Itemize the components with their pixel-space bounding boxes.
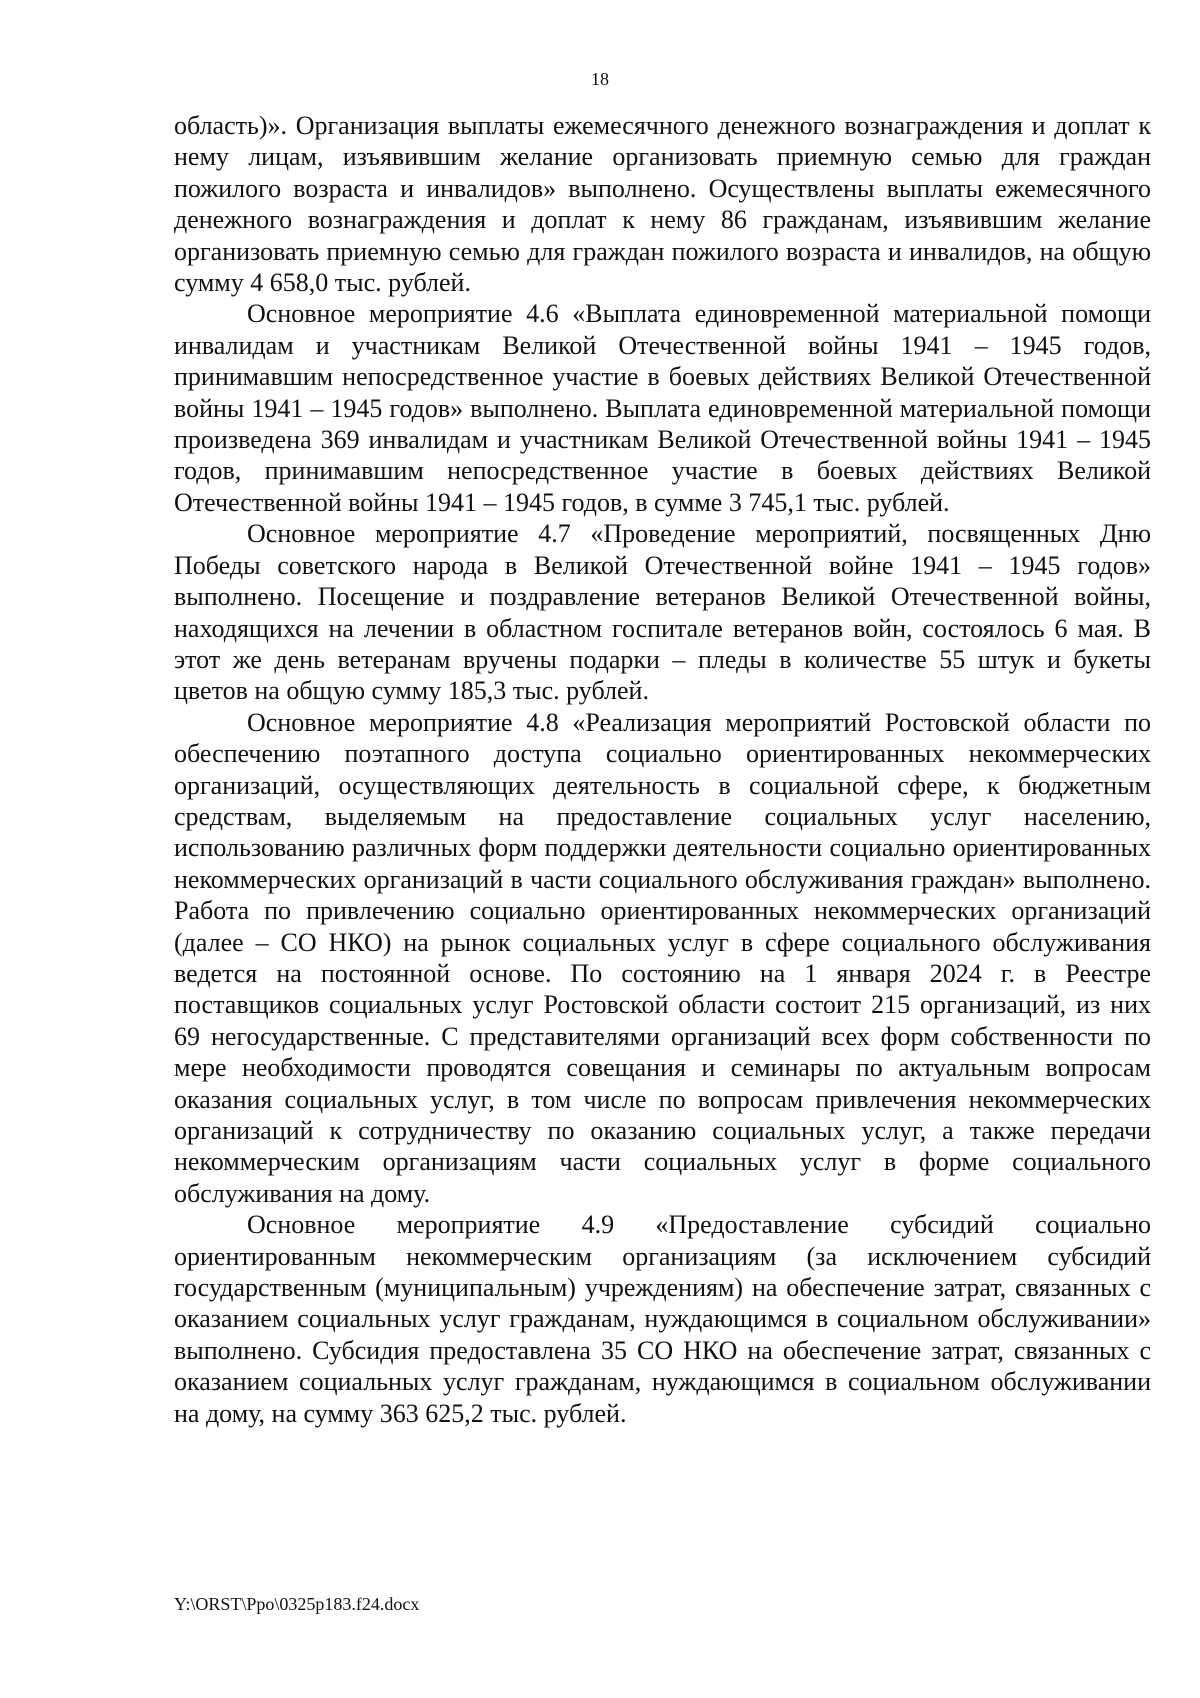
document-body [174, 110, 1151, 1429]
page-number: 18 [591, 69, 609, 89]
paragraph-measure-4-8: Основное мероприятие 4.8 «Реализация мероприятий Ростовской области по обеспечению поэтапного доступа социально ориентированных некоммерческих организаций, осуществляющих деятельность в социальной сфере, к бюджетным средствам, выделяемым на предоставление социальных услуг населению, использованию различных форм поддержки деятельности социально ориентированных некоммерческих организаций в части социального обслуживания граждан» выполнено. Работа по привлечению социально ориентированных некоммерческих организаций (далее – СО НКО) на рынок социальных услуг в сфере социального обслуживания ведется на постоянной основе. По состоянию на 1 января 2024 г. в Реестре поставщиков социальных услуг Ростовской области состоит 215 организаций, из них 69 негосударственные. С представителями организаций всех форм собственности по мере необходимости проводятся совещания и семинары по актуальным вопросам оказания социальных услуг, в том числе по вопросам привлечения некоммерческих организаций к сотрудничеству по оказанию социальных услуг, а также передачи некоммерческим организациям части социальных услуг в форме социального обслуживания на дому. [174, 707, 1151, 1208]
paragraph-continuation: область)». Организация выплаты ежемесячного денежного вознаграждения и доплат к нему лицам, изъявившим желание организовать приемную семью для граждан пожилого возраста и инвалидов» выполнено. Осуществлены выплаты ежемесячного денежного вознаграждения и доплат к нему 86 гражданам, изъявившим желание организовать приемную семью для граждан пожилого возраста и инвалидов, на общую сумму 4 658,0 тыс. рублей. [174, 111, 1151, 298]
footer-file-path: Y:\ORST\Ppo\0325p183.f24.docx [174, 1594, 420, 1614]
paragraph-measure-4-7: Основное мероприятие 4.7 «Проведение мероприятий, посвященных Дню Победы советского народа в Великой Отечественной войне 1941 – 1945 годов» выполнено. Посещение и поздравление ветеранов Великой Отечественной войны, находящихся на лечении в областном госпитале ветеранов войн, состоялось 6 мая. В этот же день ветеранам вручены подарки – пледы в количестве 55 штук и букеты цветов на общую сумму 185,3 тыс. рублей. [174, 519, 1151, 706]
paragraph-measure-4-9: Основное мероприятие 4.9 «Предоставление субсидий социально ориентированным некоммерческим организациям (за исключением субсидий государственным (муниципальным) учреждениям) на обеспечение затрат, связанных с оказанием социальных услуг гражданам, нуждающимся в социальном обслуживании» выполнено. Субсидия предоставлена 35 СО НКО на обеспечение затрат, связанных с оказанием социальных услуг гражданам, нуждающимся в социальном обслуживании на дому, на сумму 363 625,2 тыс. рублей. [174, 1210, 1151, 1428]
paragraph-measure-4-6: Основное мероприятие 4.6 «Выплата единовременной материальной помощи инвалидам и участникам Великой Отечественной войны 1941 – 1945 годов, принимавшим непосредственное участие в боевых действиях Великой Отечественной войны 1941 – 1945 годов» выполнено. Выплата единовременной материальной помощи произведена 369 инвалидам и участникам Великой Отечественной войны 1941 – 1945 годов, принимавшим непосредственное участие в боевых действиях Великой Отечественной войны 1941 – 1945 годов, в сумме 3 745,1 тыс. рублей. [174, 299, 1151, 517]
